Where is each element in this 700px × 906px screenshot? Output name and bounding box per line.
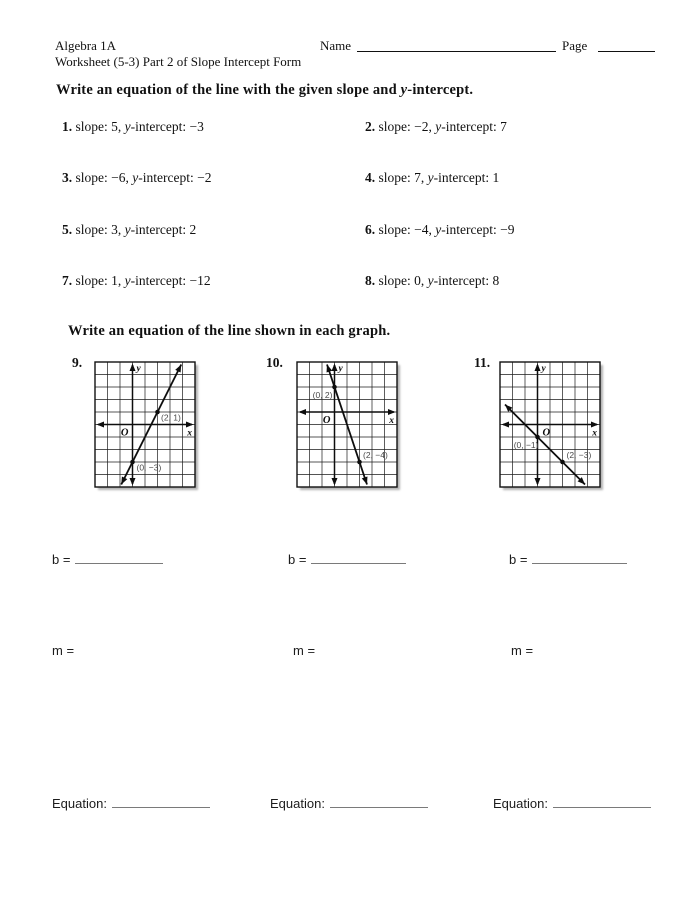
graph-number: 10. xyxy=(266,355,283,370)
equation-blank xyxy=(112,795,210,808)
equation-blank xyxy=(553,795,651,808)
intercept-label: -intercept: xyxy=(130,273,187,288)
problem-number: 6. xyxy=(365,222,376,237)
intercept-value: 7 xyxy=(500,119,507,134)
slope-label: slope: xyxy=(75,273,108,288)
intercept-label: -intercept: xyxy=(433,170,490,185)
graph-9 xyxy=(72,355,195,487)
problem-number: 7. xyxy=(62,273,73,288)
m-label: m = xyxy=(293,643,316,658)
problem-6 xyxy=(365,222,514,238)
slope-label: slope: xyxy=(378,222,411,237)
svg-text:x: x xyxy=(389,416,394,426)
svg-text:O: O xyxy=(542,427,551,439)
problem-number: 3. xyxy=(62,170,73,185)
problem-7 xyxy=(62,273,211,289)
graph-11 xyxy=(474,355,600,487)
graph-10-plot xyxy=(297,362,397,487)
equation-field-3 xyxy=(493,795,651,811)
m-field-2 xyxy=(293,643,315,658)
y-char: y xyxy=(435,119,442,134)
problem-1 xyxy=(62,119,204,135)
intercept-label: -intercept: xyxy=(441,119,497,134)
intercept-value: 2 xyxy=(189,222,197,237)
graph-number: 11. xyxy=(474,355,491,370)
b-field-1 xyxy=(52,551,163,567)
svg-text:(2, −3): (2, −3) xyxy=(566,450,592,460)
y-char: y xyxy=(132,170,139,185)
equation-label: Equation: xyxy=(493,796,548,811)
intercept-value: −12 xyxy=(189,273,211,288)
y-char: y xyxy=(124,222,131,237)
slope-value: 3, xyxy=(111,222,122,237)
b-field-3 xyxy=(509,551,627,567)
slope-label: slope: xyxy=(378,170,411,185)
page-blank xyxy=(598,38,655,52)
problem-number: 4. xyxy=(365,170,376,185)
graph-9-plot xyxy=(95,362,195,487)
svg-text:y: y xyxy=(541,364,546,374)
m-label: m = xyxy=(511,643,534,658)
section2-heading: Write an equation of the line shown in each graph. xyxy=(68,323,391,339)
intercept-value: 8 xyxy=(492,273,500,288)
intercept-label: -intercept: xyxy=(441,222,497,237)
y-char: y xyxy=(435,222,442,237)
svg-text:(2, 1): (2, 1) xyxy=(161,412,181,423)
b-field-2 xyxy=(288,551,406,567)
slope-label: slope: xyxy=(75,119,108,134)
b-label: b = xyxy=(52,552,71,567)
equation-label: Equation: xyxy=(52,796,107,811)
slope-value: 0, xyxy=(414,273,425,288)
svg-text:y: y xyxy=(338,364,343,374)
problem-number: 2. xyxy=(365,119,376,134)
slope-label: slope: xyxy=(378,119,411,134)
slope-label: slope: xyxy=(75,222,108,237)
intercept-label: -intercept: xyxy=(138,170,194,185)
intercept-value: −3 xyxy=(189,119,204,134)
heading-y-italic: y xyxy=(400,82,408,98)
worksheet-subtitle: Worksheet (5-3) Part 2 of Slope Intercept Form xyxy=(55,54,302,69)
svg-text:(0, 2): (0, 2) xyxy=(312,390,333,400)
problem-number: 5. xyxy=(62,222,73,237)
slope-value: −6, xyxy=(111,170,129,185)
problem-4 xyxy=(365,170,499,186)
svg-text:(0, −1): (0, −1) xyxy=(513,440,539,450)
heading-text-end: -intercept. xyxy=(407,82,474,98)
name-blank xyxy=(357,38,556,52)
problem-number: 8. xyxy=(365,273,376,288)
slope-value: −2, xyxy=(414,119,432,134)
svg-text:O: O xyxy=(322,415,331,426)
b-label: b = xyxy=(288,552,307,567)
equation-blank xyxy=(330,795,428,808)
y-char: y xyxy=(427,170,434,185)
slope-label: slope: xyxy=(75,170,108,185)
y-char: y xyxy=(427,273,434,288)
slope-value: 5, xyxy=(111,119,122,134)
intercept-value: −9 xyxy=(500,222,515,237)
b-label: b = xyxy=(509,552,528,567)
name-label: Name xyxy=(320,38,352,53)
heading-text: Write an equation of the line with the given slope and xyxy=(56,82,401,98)
svg-text:x: x xyxy=(187,428,192,439)
page-label: Page xyxy=(562,38,588,53)
b-blank xyxy=(75,551,163,564)
problem-3 xyxy=(62,170,211,186)
m-field-3 xyxy=(511,643,533,658)
graph-11-plot xyxy=(500,362,600,487)
equation-label: Equation: xyxy=(270,796,325,811)
slope-value: −4, xyxy=(414,222,432,237)
problem-2 xyxy=(365,119,507,135)
b-blank xyxy=(532,551,627,564)
problem-8 xyxy=(365,273,499,289)
slope-value: 1, xyxy=(111,273,122,288)
course-title: Algebra 1A xyxy=(55,38,117,53)
graph-10 xyxy=(266,355,397,487)
graph-number: 9. xyxy=(72,355,83,370)
problem-number: 1. xyxy=(62,119,73,134)
intercept-label: -intercept: xyxy=(130,119,187,134)
m-label: m = xyxy=(52,643,75,658)
equation-field-2 xyxy=(270,795,428,811)
m-field-1 xyxy=(52,643,74,658)
intercept-value: −2 xyxy=(197,170,212,185)
y-char: y xyxy=(124,273,131,288)
equation-field-1 xyxy=(52,795,210,811)
section1-heading xyxy=(56,82,473,99)
intercept-label: -intercept: xyxy=(433,273,490,288)
intercept-label: -intercept: xyxy=(130,222,187,237)
slope-label: slope: xyxy=(378,273,411,288)
y-char: y xyxy=(124,119,131,134)
svg-text:O: O xyxy=(120,427,129,439)
problem-5 xyxy=(62,222,196,238)
svg-text:x: x xyxy=(592,428,597,439)
svg-text:(2, −4): (2, −4) xyxy=(363,450,388,460)
svg-text:(0, −3): (0, −3) xyxy=(136,462,162,473)
b-blank xyxy=(311,551,406,564)
slope-value: 7, xyxy=(414,170,425,185)
intercept-value: 1 xyxy=(492,170,500,185)
svg-text:y: y xyxy=(136,364,141,374)
